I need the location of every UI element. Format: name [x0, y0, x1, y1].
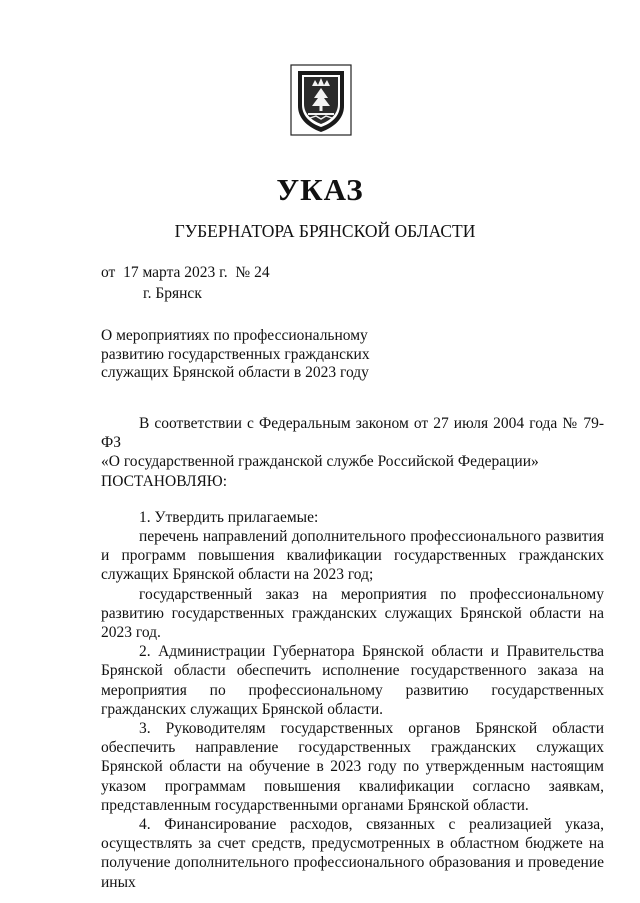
document-body [101, 414, 604, 892]
paragraph-3: 3. Руководителям государственных органов Брянской области обеспечить направление государственных гражданских служащих Брянской области на обучение в 2023 году по утвержденным настоящим указом программам повышения квалификации согласно заявкам, представленным государственными органами Брянской области. [101, 720, 604, 814]
document-city: г. Брянск [143, 285, 202, 302]
subject-line: О мероприятиях по профессиональному [101, 327, 368, 344]
paragraph-1a: перечень направлений дополнительного профессионального развития и программ повышения квалификации государственных гражданских служащих Брянской области на 2023 год; [101, 528, 604, 584]
document-subject [101, 327, 391, 383]
subject-line: развитию государственных гражданских [101, 345, 370, 363]
paragraph-1: 1. Утвердить прилагаемые: [139, 508, 319, 526]
preamble-line-2: «О государственной гражданской службе Российской Федерации» [101, 453, 539, 471]
paragraph-4: 4. Финансирование расходов, связанных с реализацией указа, осуществлять за счет средств, предусмотренных в областном бюджете на получение дополнительного профессионального образования и проведение иных [101, 816, 604, 891]
paragraph-1b: государственный заказ на мероприятия по профессиональному развитию государственных гражданских служащих Брянской области на 2023 год. [101, 585, 604, 642]
subject-line: служащих Брянской области в 2023 году [101, 364, 369, 381]
coat-of-arms-emblem [290, 64, 352, 136]
document-subtitle: ГУБЕРНАТОРА БРЯНСКОЙ ОБЛАСТИ [174, 221, 476, 241]
document-date-number: от 17 марта 2023 г. № 24 [101, 264, 270, 281]
paragraph-2: 2. Администрации Губернатора Брянской области и Правительства Брянской области обеспечить исполнение государственного заказа на мероприятия по профессиональному развитию государственных гражданских служащих Брянской области. [101, 643, 604, 718]
document-title: УКАЗ [276, 172, 364, 207]
resolve-word: ПОСТАНОВЛЯЮ: [101, 472, 228, 490]
preamble-line-1: В соответствии с Федеральным законом от 27 июля 2004 года № 79-ФЗ [101, 415, 604, 452]
